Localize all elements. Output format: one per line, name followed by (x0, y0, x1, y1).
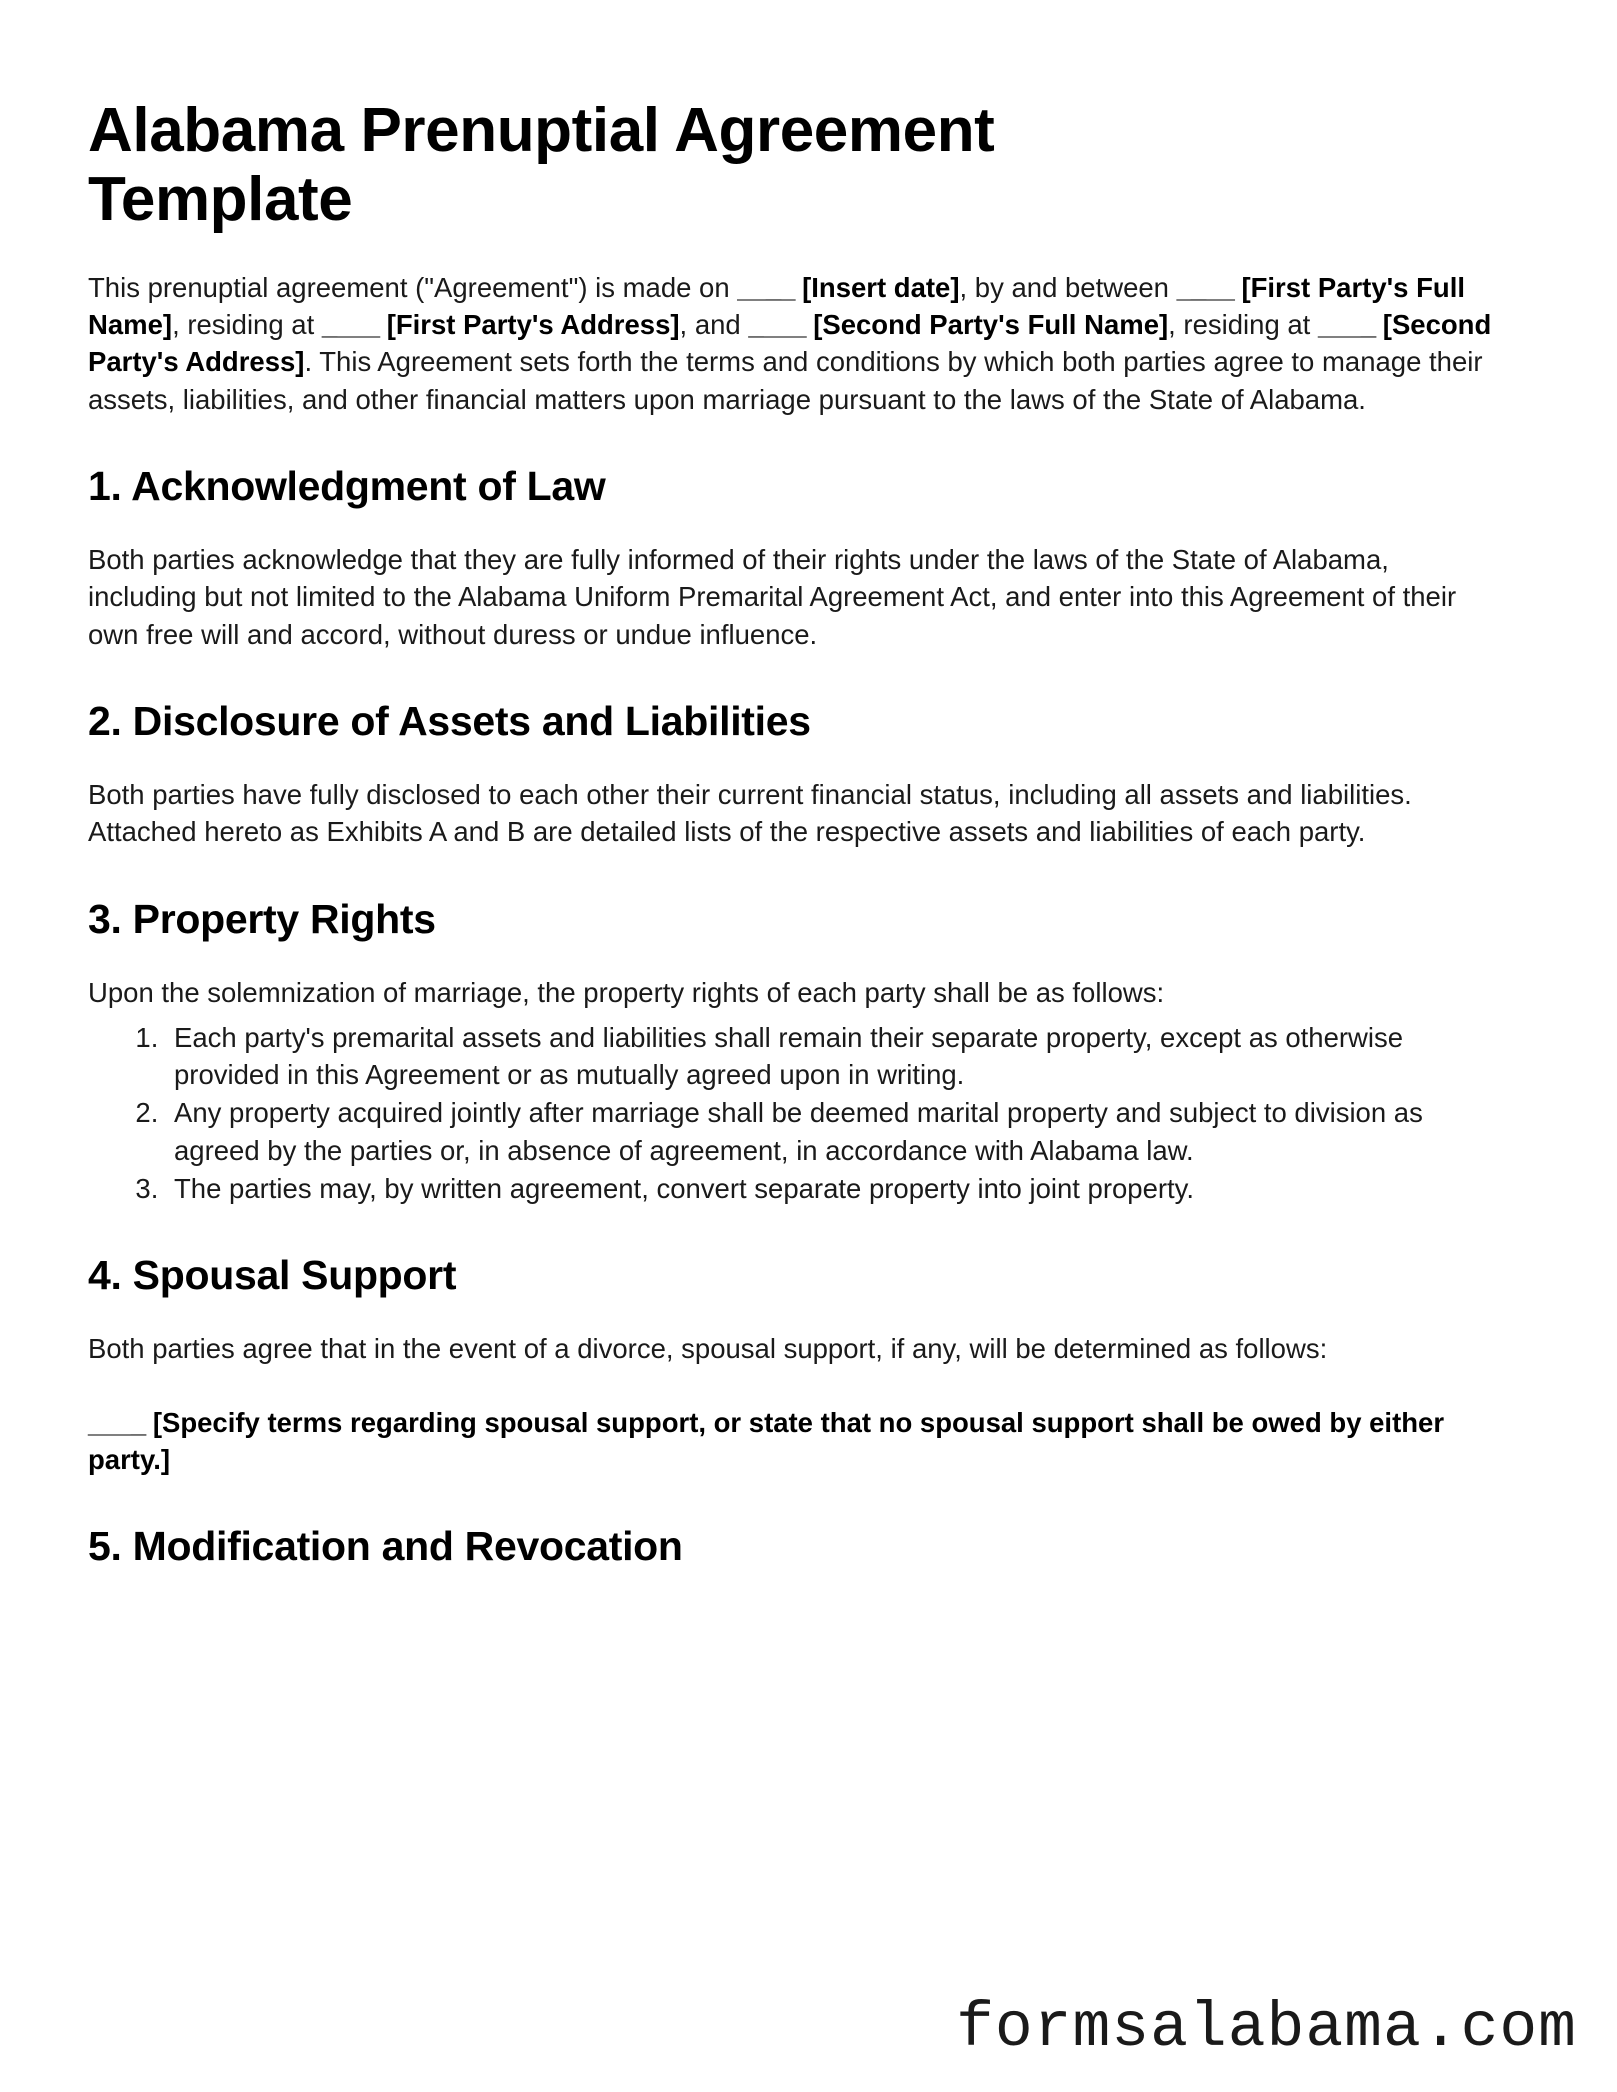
intro-space-3 (379, 309, 387, 340)
list-item: 1. Each party's premarital assets and liabilities shall remain their separate property, except as otherwise provided in this Agreement or as mutually agreed upon in writing. (166, 1019, 1504, 1094)
intro-text-6: . This Agreement sets forth the terms and conditions by which both parties agree to manage their assets, liabilities, and other financial matters upon marriage pursuant to the laws of the State of Alabama. (88, 346, 1483, 415)
intro-blank-3: ____ (321, 309, 380, 341)
intro-blank-4: ____ (748, 309, 806, 341)
section-heading-5: 5. Modification and Revocation (88, 1523, 683, 1570)
property-rights-list (88, 1019, 1504, 1207)
site-watermark: formsalabama.com (956, 1993, 1577, 2064)
spousal-support-blank: ____ (88, 1406, 146, 1438)
intro-text-1: This prenuptial agreement ("Agreement") is made on (88, 271, 738, 303)
section-heading-1: 1. Acknowledgment of Law (88, 462, 606, 509)
intro-text-2: , by and between (959, 271, 1177, 303)
intro-paragraph (88, 269, 1504, 418)
list-item: 3. The parties may, by written agreement, convert separate property into joint property. (166, 1170, 1504, 1207)
intro-space-1 (794, 272, 802, 303)
section-body-4: Both parties agree that in the event of a divorce, spousal support, if any, will be determined as follows: (88, 1333, 1328, 1365)
spousal-support-fill-block (88, 1404, 1488, 1479)
intro-text-5: , residing at (1168, 309, 1318, 341)
intro-field-first-party-name: [First Party's Full Name] (88, 271, 1465, 341)
section-heading-2: 2. Disclosure of Assets and Liabilities (88, 697, 811, 744)
intro-field-first-party-address: [First Party's Address] (386, 309, 680, 341)
document-content (88, 96, 1504, 1601)
intro-text-3: , residing at (172, 309, 322, 341)
intro-blank-5: ____ (1317, 309, 1376, 341)
section-body-2: Both parties have fully disclosed to each other their current financial status, including all assets and liabilities. Attached hereto as Exhibits A and B are detailed lists of the respective assets and liabilities of each party. (88, 779, 1412, 848)
section-body-1: Both parties acknowledge that they are fully informed of their rights under the laws of the State of Alabama, including but not limited to the Alabama Uniform Premarital Agreement Act, and enter into this Agreement of their own free will and accord, without duress or undue influence. (88, 544, 1457, 650)
spousal-support-instruction: [Specify terms regarding spousal support, or state that no spousal support shall be owed by either party.] (88, 1406, 1445, 1475)
intro-field-second-party-address: [Second Party's Address] (88, 309, 1492, 378)
section-body-3: Upon the solemnization of marriage, the property rights of each party shall be as follows: (88, 976, 1165, 1008)
intro-text-4: , and (679, 309, 749, 341)
page-title: Alabama Prenuptial Agreement Template (88, 96, 995, 235)
intro-blank-2: ____ (1176, 271, 1234, 303)
list-item: 2. Any property acquired jointly after marriage shall be deemed marital property and subject to division as agreed by the parties or, in absence of agreement, in accordance with Alabama law. (166, 1094, 1504, 1169)
intro-field-second-party-name: [Second Party's Full Name] (813, 309, 1169, 341)
intro-field-insert-date: [Insert date] (802, 271, 960, 303)
section-heading-4: 4. Spousal Support (88, 1252, 457, 1299)
section-heading-3: 3. Property Rights (88, 895, 436, 942)
intro-blank-1: ____ (737, 271, 795, 303)
intro-space-5 (1375, 309, 1383, 340)
